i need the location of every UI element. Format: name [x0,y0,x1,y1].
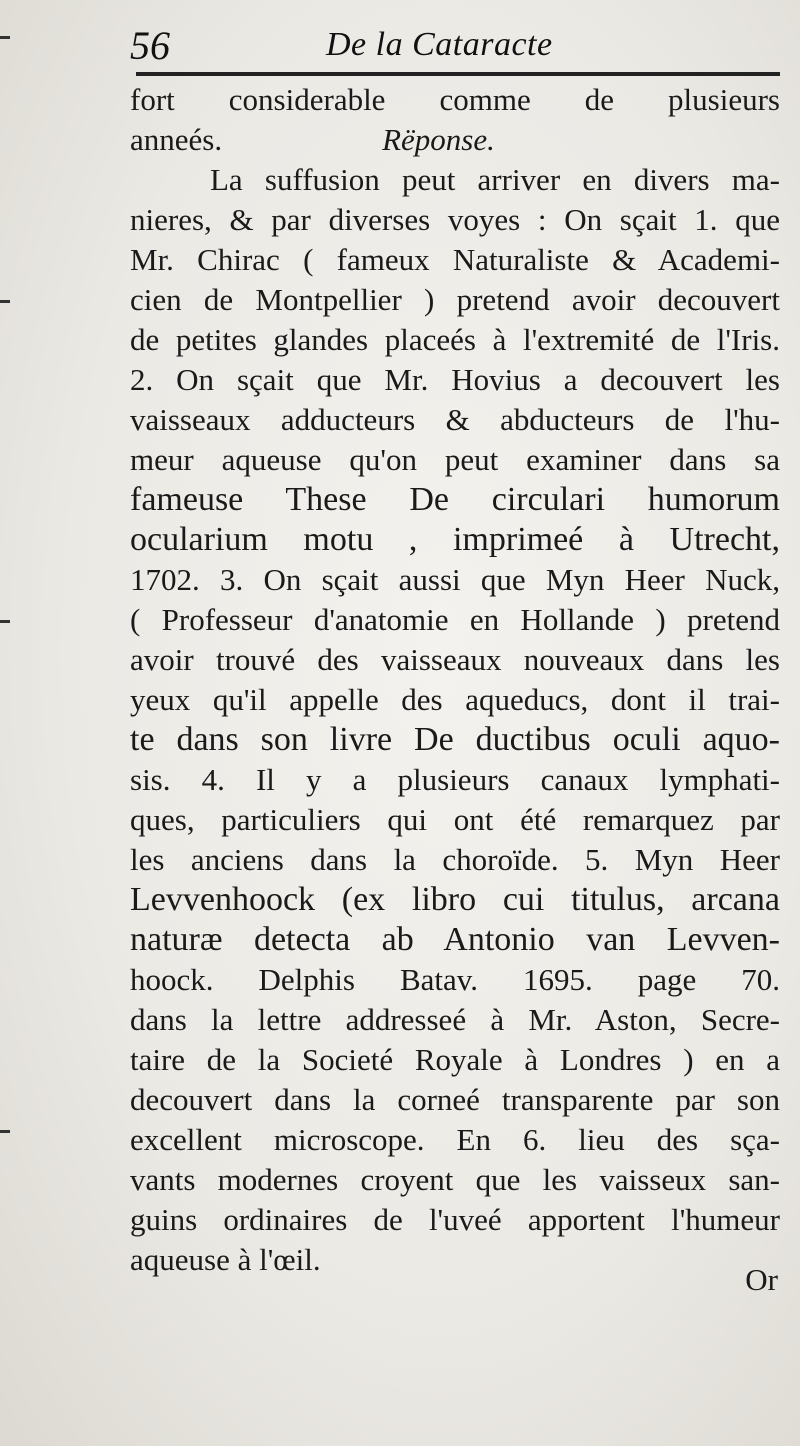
text-line: Levvenhoock (ex libro cui titulus, arcana [130,881,780,918]
running-head: De la Cataracte [326,26,553,63]
text-line: vaisseaux adducteurs & abducteurs de l'hu- [130,402,780,437]
text-line: les anciens dans la choroïde. 5. Myn Heer [130,842,780,877]
text-line: taire de la Societé Royale à Londres ) en a [130,1042,780,1077]
text-line: de petites glandes placeés à l'extremité de l'Iris. [130,322,780,357]
text-line: aqueuse à l'œil. [130,1242,321,1277]
text-line-fragment: anneés. [130,122,223,157]
text-line: naturæ detecta ab Antonio van Levven- [130,921,780,958]
text-line: Mr. Chirac ( fameux Naturaliste & Academi- [130,242,780,277]
gutter-mark [0,620,10,623]
text-line: avoir trouvé des vaisseaux nouveaux dans les [130,642,780,677]
text-line [130,120,780,160]
text-line: vants modernes croyent que les vaisseux san- [130,1162,780,1197]
text-line: ocularium motu , imprimeé à Utrecht, [130,521,780,558]
text-line: ques, particuliers qui ont été remarquez par [130,802,780,837]
answer-heading: Rëponse. [382,122,495,157]
catchword: Or [745,1262,778,1297]
page-number: 56 [130,23,170,68]
text-line: te dans son livre De ductibus oculi aquo- [130,721,780,758]
gutter-mark [0,300,10,303]
gutter-mark [0,1130,10,1133]
text-line: 1702. 3. On sçait aussi que Myn Heer Nuck, [130,562,780,597]
text-line: 2. On sçait que Mr. Hovius a decouvert les [130,362,780,397]
text-line: yeux qu'il appelle des aqueducs, dont il trai- [130,682,780,717]
text-line: ( Professeur d'anatomie en Hollande ) pretend [130,602,780,637]
page-header [130,18,780,68]
text-line: meur aqueuse qu'on peut examiner dans sa [130,442,780,477]
text-line: dans la lettre addresseé à Mr. Aston, Secre- [130,1002,780,1037]
text-line: guins ordinaires de l'uveé apportent l'humeur [130,1202,780,1237]
text-line: decouvert dans la corneé transparente par son [130,1082,780,1117]
text-line: fameuse These De circulari humorum [130,481,780,518]
text-line: La suffusion peut arriver en divers ma- [210,162,780,197]
text-line: hoock. Delphis Batav. 1695. page 70. [130,962,780,997]
gutter-mark [0,36,10,39]
body-text [130,80,780,1280]
text-line: nieres, & par diverses voyes : On sçait 1. que [130,202,780,237]
text-line: sis. 4. Il y a plusieurs canaux lymphati- [130,762,780,797]
text-line: excellent microscope. En 6. lieu des sça- [130,1122,780,1157]
header-rule [136,72,780,76]
text-line: fort considerable comme de plusieurs [130,82,780,117]
text-line: cien de Montpellier ) pretend avoir decouvert [130,282,780,317]
